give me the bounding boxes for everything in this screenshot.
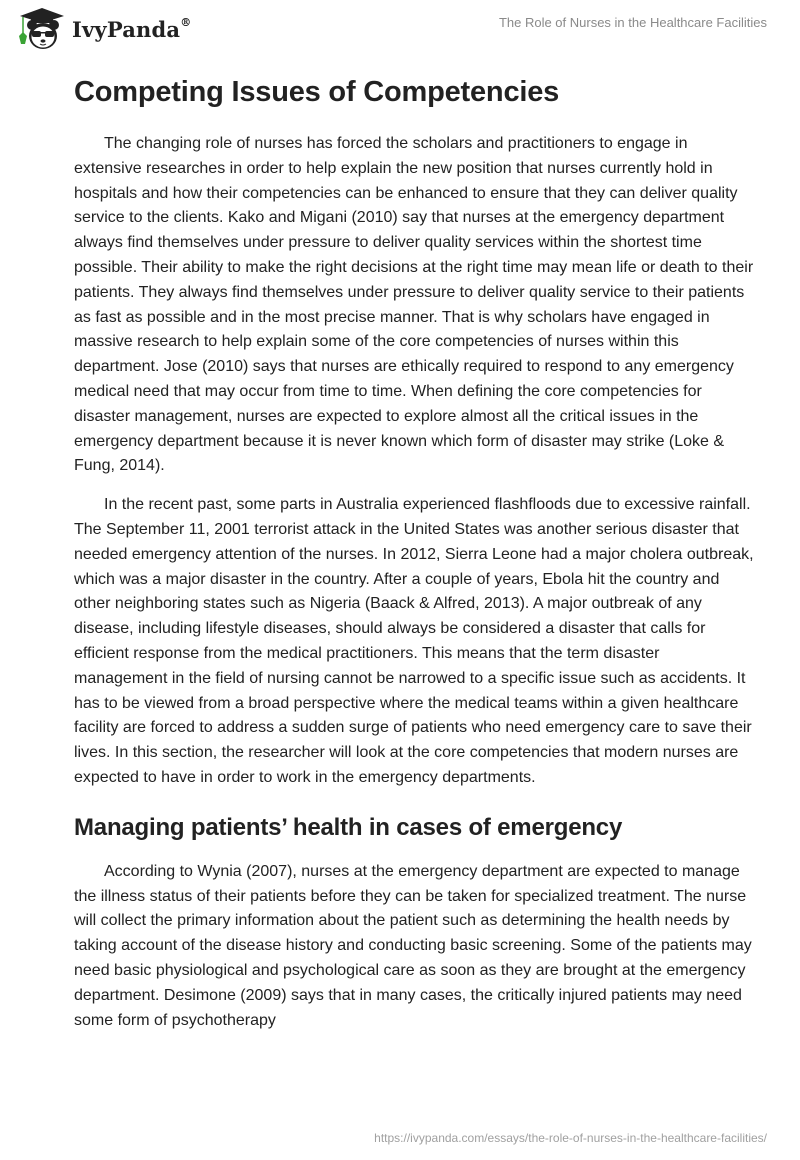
document-title: The Role of Nurses in the Healthcare Facilities [498,15,767,30]
source-url-link[interactable]: https://ivypanda.com/essays/the-role-of-nurses-in-the-healthcare-facilities/ [374,1131,767,1145]
panda-graduate-icon [18,6,66,52]
ivypanda-logo[interactable] [18,6,191,52]
paragraph: The changing role of nurses has forced the scholars and practitioners to engage in extensive researches in order to help explain the new position that nurses currently hold in hospitals and how their competencies can be enhanced to ensure that they can deliver quality service to the clients. Kako and Migani (2010) say that nurses at the emergency department always find themselves under pressure to deliver quality services within the shortest time possible. Their ability to make the right decisions at the right time may mean life or death to their patients. They always find themselves under pressure to deliver quality service to their patients as fast as possible and in the most precise manner. That is why scholars have engaged in massive research to help explain some of the core competencies of nurses within this department. Jose (2010) says that nurses are ethically required to respond to any emergency medical need that may occur from time to time. When defining the core competencies for disaster management, nurses are expected to explore almost all the critical issues in the emergency department because it is never known which form of disaster may strike (Loke & Fung, 2014). [74,135,754,475]
paragraph: According to Wynia (2007), nurses at the emergency department are expected to manage the illness status of their patients before they can be taken for specialized treatment. The nurse will collect the primary information about the patient such as determining the health needs by taking account of the disease history and conducting basic screening. Some of the patients may need basic physiological and psychological care as soon as they are brought at the emergency department. Desimone (2009) says that in many cases, the critically injured patients may need some form of psychotherapy [74,862,752,1029]
article-body [74,72,754,1033]
paragraph: In the recent past, some parts in Australia experienced flashfloods due to excessive rainfall. The September 11, 2001 terrorist attack in the United States was another serious disaster that needed emergency attention of the nurses. In 2012, Sierra Leone had a major cholera outbreak, which was a major disaster in the country. After a couple of years, Ebola hit the country and other neighboring states such as Nigeria (Baack & Alfred, 2013). A major outbreak of any disease, including lifestyle diseases, should always be considered a disaster that calls for efficient response from the medical practitioners. This means that the term disaster management in the field of nursing cannot be narrowed to a specific issue such as accidents. It has to be viewed from a broad perspective where the medical teams within a given healthcare facility are forced to address a sudden surge of patients who need emergency care to save their lives. In this section, the researcher will look at the core competencies that modern nurses are expected to have in order to work in the emergency departments. [74,496,754,786]
section-heading: Competing Issues of Competencies [74,76,560,108]
subsection-heading: Managing patients’ health in cases of emergency [74,813,623,841]
logo-wordmark: IvyPanda® [72,15,192,42]
page-header [0,0,800,60]
